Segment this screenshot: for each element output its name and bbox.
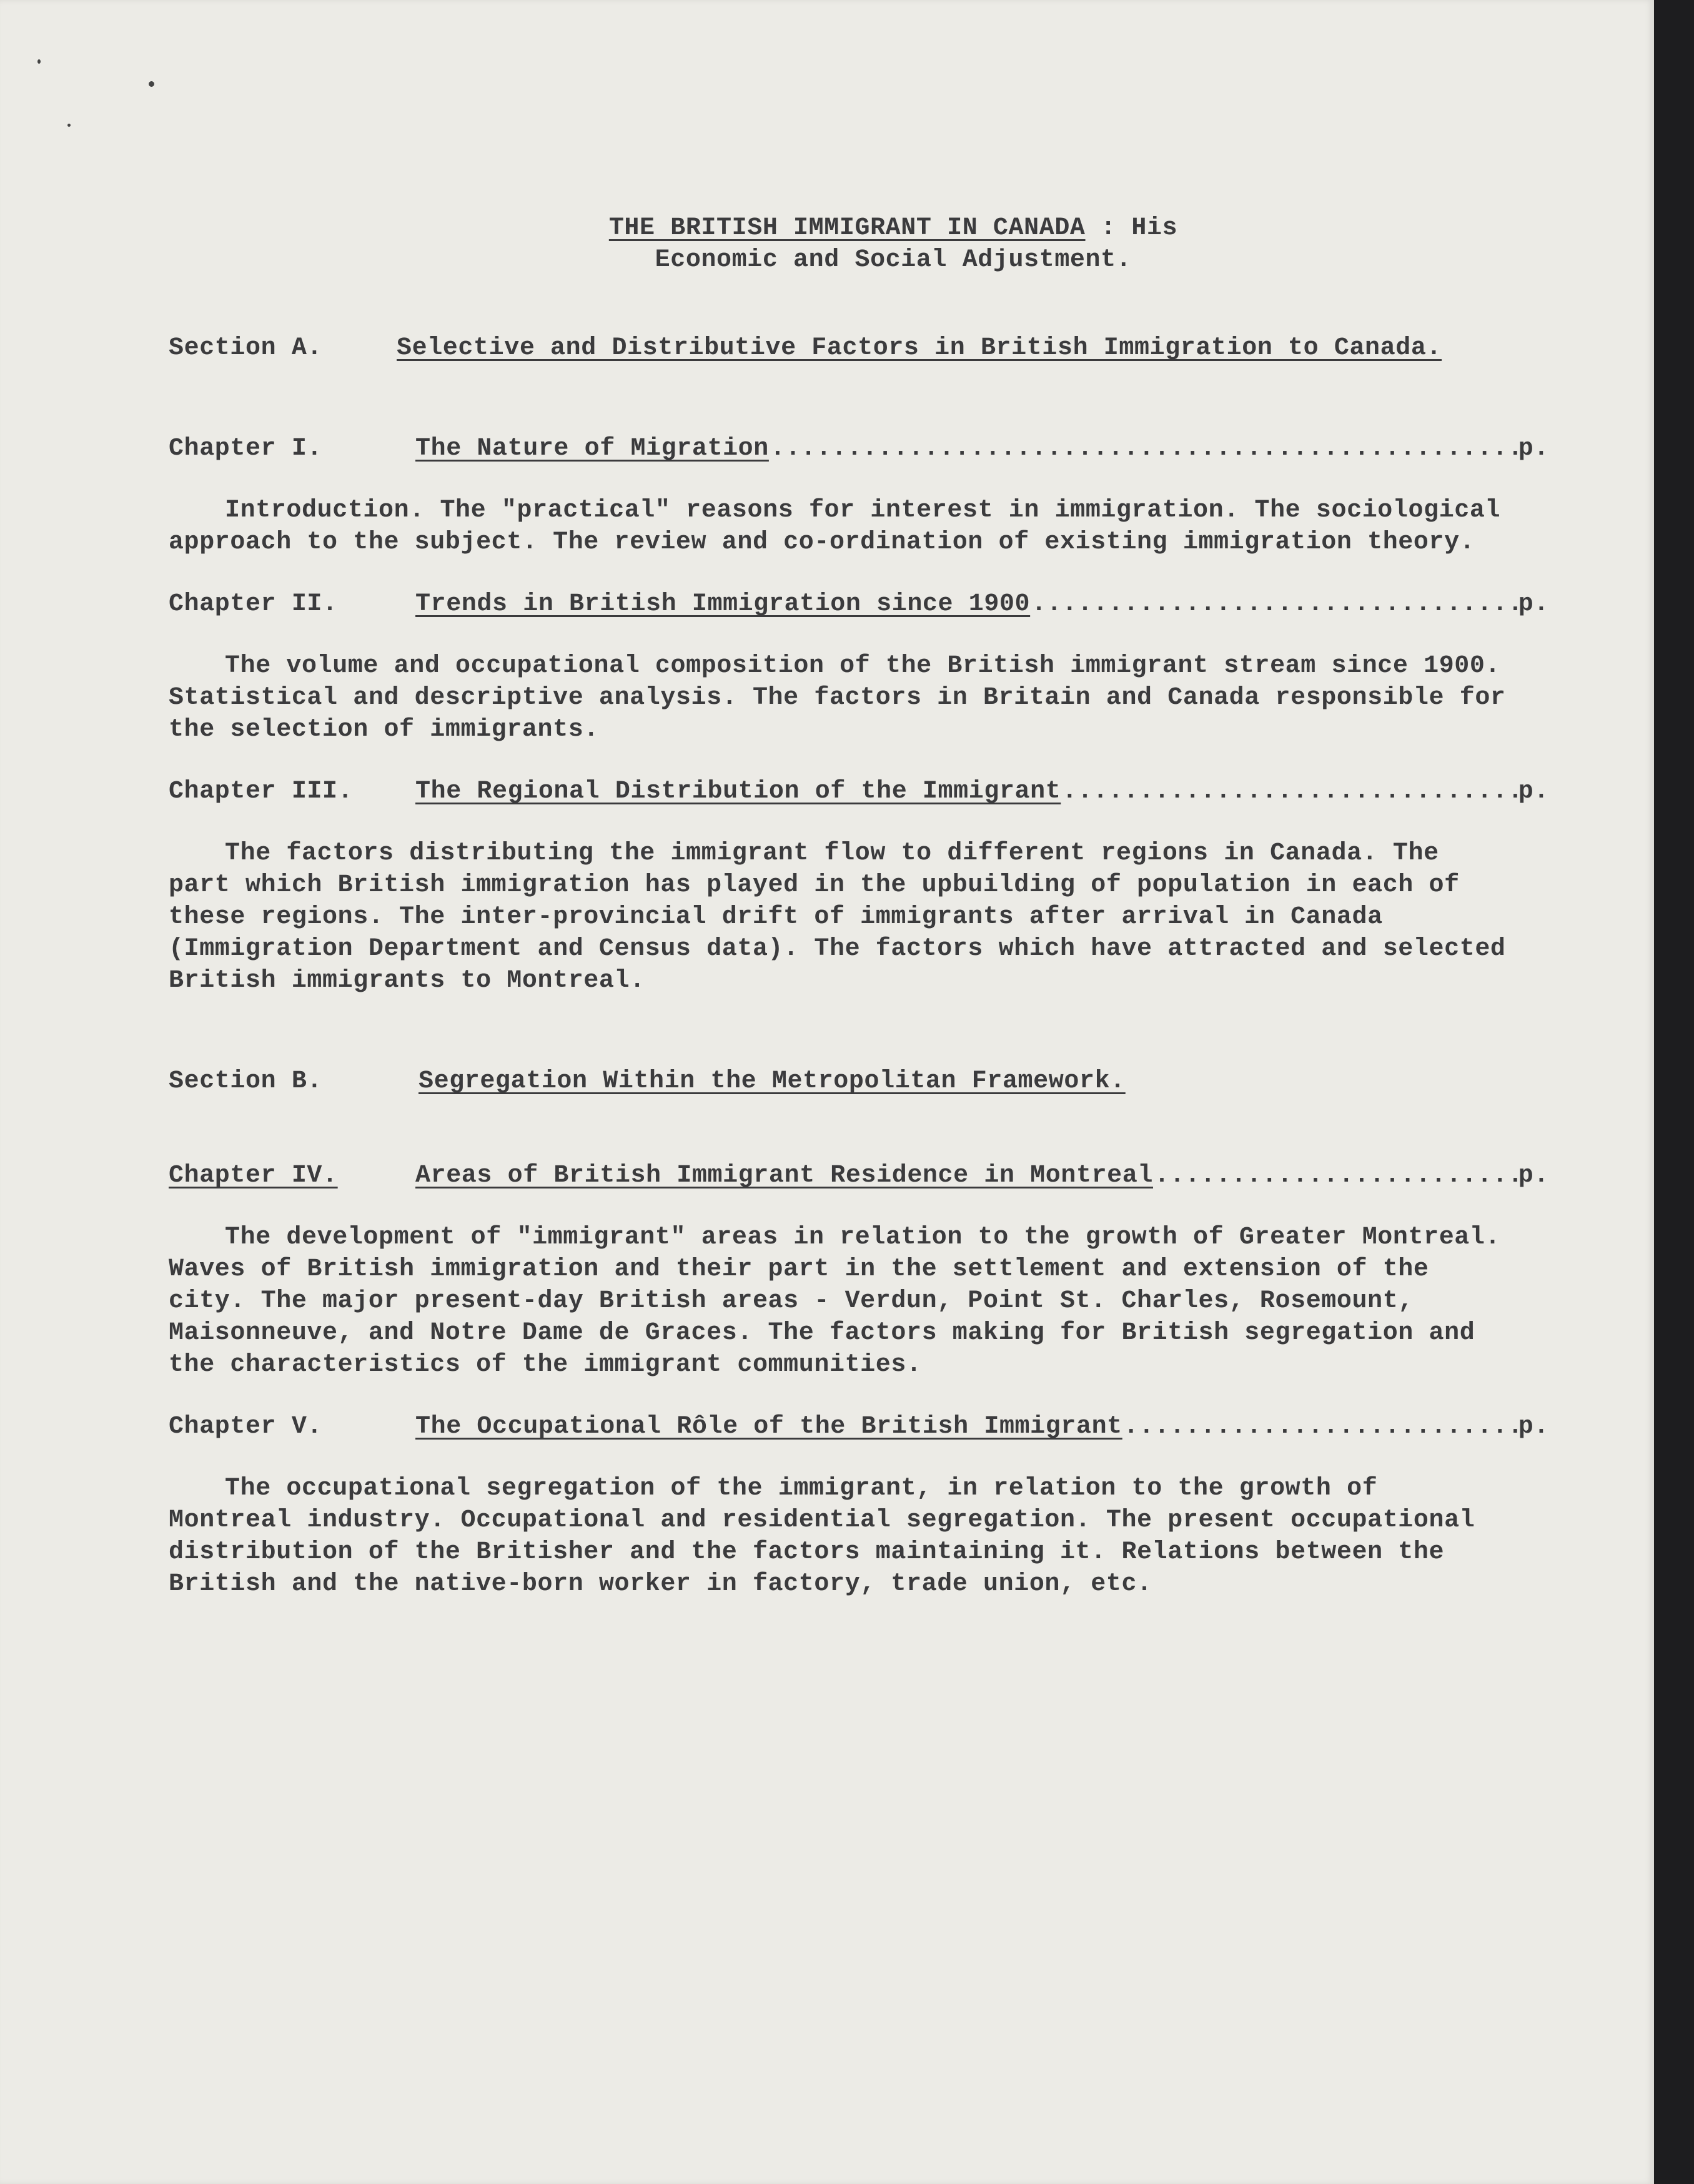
title-line-2: Economic and Social Adjustment.: [655, 246, 1132, 274]
chapter-5-page: p.: [1518, 1413, 1549, 1441]
chapter-3-label: Chapter III.: [169, 778, 354, 806]
paper-speck: [149, 81, 154, 87]
section-b-title: Segregation Within the Metropolitan Framework.: [419, 1067, 1126, 1095]
chapter-3-heading: [169, 776, 1549, 808]
chapter-1-heading: [169, 433, 1549, 465]
chapter-5-label: Chapter V.: [169, 1413, 323, 1441]
title-main: THE BRITISH IMMIGRANT IN CANADA: [608, 214, 1086, 242]
chapter-4-title: Areas of British Immigrant Residence in Montreal: [415, 1162, 1153, 1190]
section-a: [169, 332, 1549, 364]
leader-dots: [1031, 588, 1517, 620]
section-b: [169, 1065, 1549, 1097]
chapter-5-summary: The occupational segregation of the immigrant, in relation to the growth of Montreal industry. Occupational and residential segregation. The present occupational distribution of the Britisher and the factors maintaining it. Relations between the British and the native-born worker in factory, trade union, etc.: [169, 1475, 1475, 1598]
paper-speck: [67, 124, 71, 127]
section-b-label: Section B.: [169, 1067, 323, 1095]
document-title: [169, 212, 1549, 276]
chapter-5-heading: [169, 1411, 1549, 1443]
chapter-2-summary: The volume and occupational composition of the British immigrant stream since 1900. Statistical and descriptive analysis. The factors in Britain and Canada responsible for the selection of immigrants.: [169, 652, 1506, 744]
chapter-1-summary: Introduction. The "practical" reasons for interest in immigration. The sociological approach to the subject. The review and co-ordination of existing immigration theory.: [169, 497, 1501, 556]
chapter-2-title: Trends in British Immigration since 1900: [415, 590, 1031, 618]
section-a-label: Section A.: [169, 334, 323, 362]
chapter-2-page: p.: [1518, 590, 1549, 618]
chapter-3-summary: The factors distributing the immigrant flow to different regions in Canada. The part which British immigration has played in the upbuilding of population in each of these regions. The inter-provincial drift of immigrants after arrival in Canada (Immigration Department and Census data). The factors which have attracted and selected British immigrants to Montreal.: [169, 839, 1506, 995]
title-line-1: [237, 212, 1549, 244]
chapter-1-page: p.: [1518, 435, 1549, 463]
leader-dots: [770, 433, 1517, 465]
leader-dots: [1062, 776, 1517, 808]
chapter-4-summary: The development of "immigrant" areas in relation to the growth of Greater Montreal. Waves of British immigration and their part in the settlement and extension of the city. The major present-day British areas - Verdun, Point St. Charles, Rosemount, Maisonneuve, and Notre Dame de Graces. The factors making for British segregation and the characteristics of the immigrant communities.: [169, 1223, 1501, 1379]
typed-outline: [169, 212, 1549, 1600]
leader-dots: [1154, 1160, 1517, 1192]
chapter-4-label: Chapter IV.: [169, 1162, 338, 1190]
chapter-1-title: The Nature of Migration: [415, 435, 769, 463]
scan-background-edge: [1654, 0, 1694, 2184]
chapter-2-heading: [169, 588, 1549, 620]
chapter-4-heading: [169, 1160, 1549, 1192]
chapter-3-page: p.: [1518, 778, 1549, 806]
section-a-title: Selective and Distributive Factors in British Immigration to Canada.: [397, 334, 1442, 362]
title-suffix: : His: [1085, 214, 1178, 242]
chapter-5-title: The Occupational Rôle of the British Immigrant: [415, 1413, 1122, 1441]
chapter-1-label: Chapter I.: [169, 435, 323, 463]
chapter-4-page: p.: [1518, 1162, 1549, 1190]
paper-speck: [37, 59, 41, 64]
chapter-2-label: Chapter II.: [169, 590, 338, 618]
chapter-3-title: The Regional Distribution of the Immigrant: [415, 778, 1061, 806]
leader-dots: [1124, 1411, 1517, 1443]
